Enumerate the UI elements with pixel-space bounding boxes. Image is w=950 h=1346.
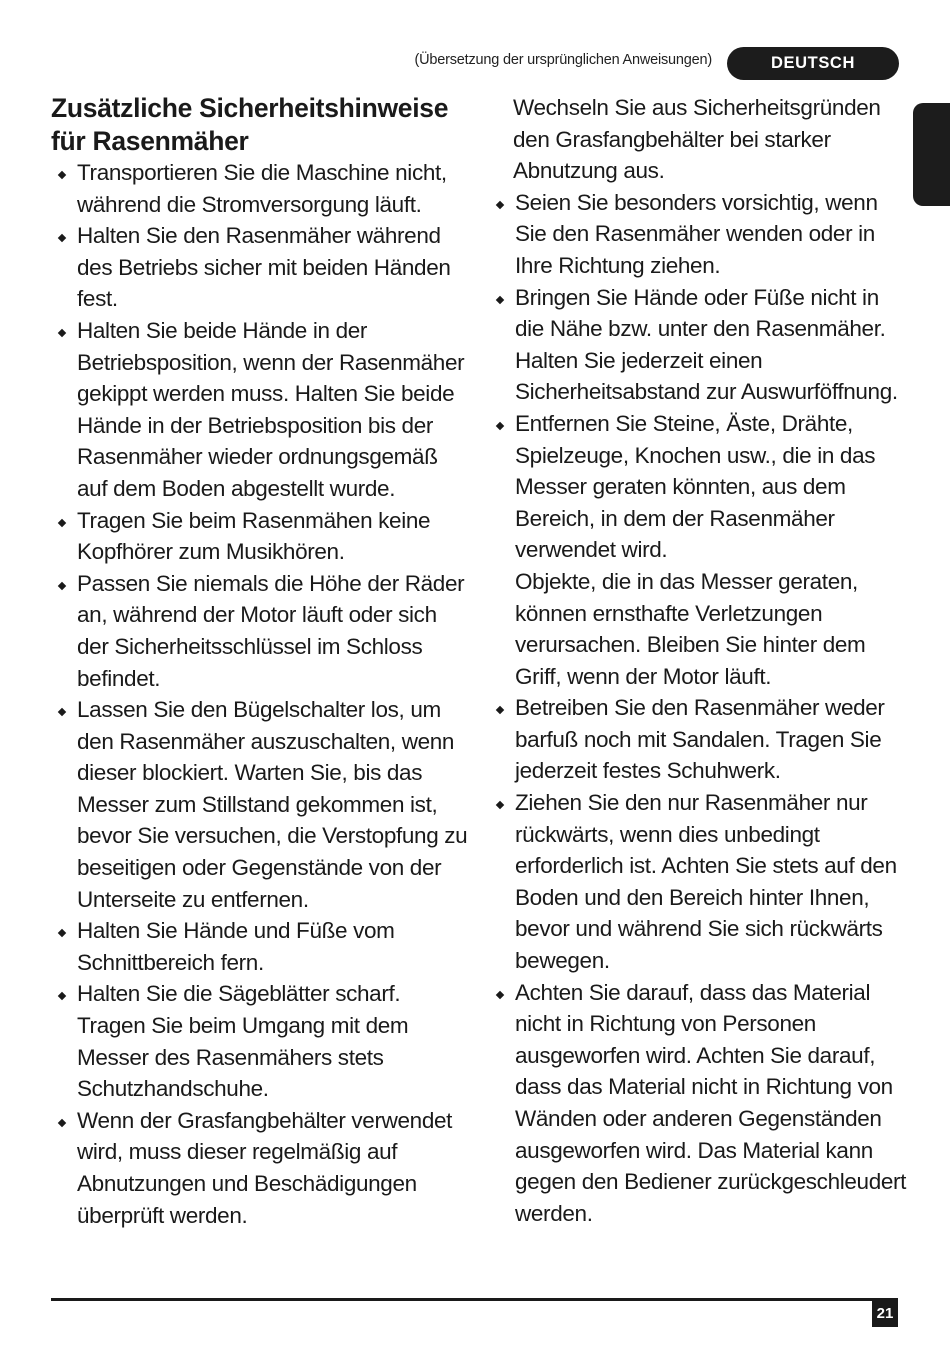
diamond-bullet-icon — [58, 171, 66, 179]
language-badge: DEUTSCH — [727, 47, 899, 80]
footer-divider — [51, 1298, 898, 1301]
diamond-bullet-icon — [496, 706, 504, 714]
list-item-extra-paragraph: Objekte, die in das Messer geraten, können ernsthafte Verletzungen verursachen. Bleiben Sie hinter dem Griff, wenn der Motor läuft. — [515, 568, 866, 689]
list-item: Halten Sie beide Hände in der Betriebsposition, wenn der Rasenmäher gekippt werden muss. Halten Sie beide Hände in der Betriebsposition bis der Rasenmäher wieder ordnungsgemäß auf dem Boden abgestellt wurde. — [51, 315, 471, 505]
section-tab-marker — [913, 103, 950, 206]
diamond-bullet-icon — [58, 518, 66, 526]
list-item: Ziehen Sie den nur Rasenmäher nur rückwärts, wenn dies unbedingt erforderlich ist. Achten Sie stets auf den Boden und den Bereich hinter Ihnen, bevor und während Sie sich rückwärts bewegen. — [489, 787, 909, 977]
section-title-line1: Zusätzliche Sicherheitshinweise — [51, 93, 449, 123]
diamond-bullet-icon — [496, 295, 504, 303]
section-title — [51, 92, 471, 157]
continuation-paragraph: Wechseln Sie aus Sicherheitsgründen den Grasfangbehälter bei starker Abnutzung aus. — [513, 95, 881, 184]
diamond-bullet-icon — [496, 990, 504, 998]
list-item: Wenn der Grasfangbehälter verwendet wird, muss dieser regelmäßig auf Abnutzungen und Beschädigungen überprüft werden. — [51, 1105, 471, 1231]
list-item: Transportieren Sie die Maschine nicht, während die Stromversorgung läuft. — [51, 157, 471, 220]
list-item: Betreiben Sie den Rasenmäher weder barfuß noch mit Sandalen. Tragen Sie jederzeit festes Schuhwerk. — [489, 692, 909, 787]
diamond-bullet-icon — [58, 708, 66, 716]
list-item: Halten Sie den Rasenmäher während des Betriebs sicher mit beiden Händen fest. — [51, 220, 471, 315]
list-item: Achten Sie darauf, dass das Material nicht in Richtung von Personen ausgeworfen wird. Achten Sie darauf, dass das Material nicht in Richtung von Wänden oder anderen Gegenständen ausgeworfen wird. Das Material kann gegen den Bediener zurückgeschleudert werden. — [489, 977, 909, 1230]
left-safety-list — [51, 157, 471, 1231]
diamond-bullet-icon — [496, 422, 504, 430]
left-column — [51, 92, 471, 1231]
diamond-bullet-icon — [58, 329, 66, 337]
list-item: Lassen Sie den Bügelschalter los, um den Rasenmäher auszuschalten, wenn dieser blockiert. Warten Sie, bis das Messer zum Stillstand gekommen ist, bevor Sie versuchen, die Verstopfung zu beseitigen oder Gegenstände von der Unterseite zu entfernen. — [51, 694, 471, 915]
diamond-bullet-icon — [496, 801, 504, 809]
diamond-bullet-icon — [58, 581, 66, 589]
page-number: 21 — [872, 1300, 898, 1327]
list-item: Entfernen Sie Steine, Äste, Drähte, Spielzeuge, Knochen usw., die in das Messer geraten könnten, aus dem Bereich, in dem der Rasenmäher verwendet wird. Objekte, die in das Messer geraten, können ernsthafte Verletzungen verursachen. Bleiben Sie hinter dem Griff, wenn der Motor läuft. — [489, 408, 909, 692]
list-item: Passen Sie niemals die Höhe der Räder an, während der Motor läuft oder sich der Sicherheitsschlüssel im Schloss befindet. — [51, 568, 471, 694]
list-item: Bringen Sie Hände oder Füße nicht in die Nähe bzw. unter den Rasenmäher. Halten Sie jederzeit einen Sicherheitsabstand zur Auswurföffnung. — [489, 282, 909, 408]
diamond-bullet-icon — [58, 234, 66, 242]
diamond-bullet-icon — [58, 929, 66, 937]
diamond-bullet-icon — [58, 1119, 66, 1127]
diamond-bullet-icon — [496, 201, 504, 209]
right-column — [489, 92, 909, 1229]
list-item: Halten Sie Hände und Füße vom Schnittbereich fern. — [51, 915, 471, 978]
list-item: Seien Sie besonders vorsichtig, wenn Sie den Rasenmäher wenden oder in Ihre Richtung ziehen. — [489, 187, 909, 282]
right-safety-list — [489, 187, 909, 1230]
list-item: Tragen Sie beim Rasenmähen keine Kopfhörer zum Musikhören. — [51, 505, 471, 568]
section-title-line2: für Rasenmäher — [51, 125, 249, 156]
diamond-bullet-icon — [58, 992, 66, 1000]
translation-note: (Übersetzung der ursprünglichen Anweisungen) — [414, 52, 712, 68]
list-item: Halten Sie die Sägeblätter scharf. Tragen Sie beim Umgang mit dem Messer des Rasenmähers stets Schutzhandschuhe. — [51, 978, 471, 1104]
